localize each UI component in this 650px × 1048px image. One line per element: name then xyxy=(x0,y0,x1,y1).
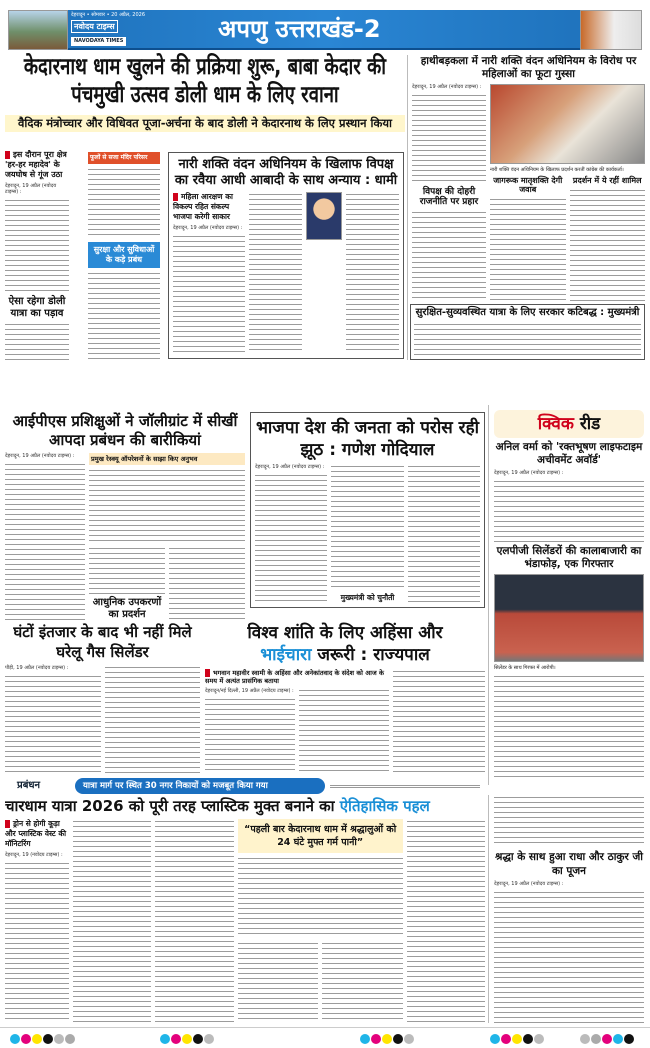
yatra-box xyxy=(410,304,645,360)
bjp-sub: मुख्यमंत्री को चुनौती xyxy=(340,593,395,603)
quick-read-label xyxy=(494,410,644,438)
radha-dateline: देहरादून, 19 अप्रैल (नवोदय टाइम्स) : xyxy=(494,881,564,887)
prabandhan-strip xyxy=(5,778,485,794)
nari-shakti-box xyxy=(168,152,404,359)
chardham-side-head-text: ड्रोन से होगी कूड़ा और प्लास्टिक वेस्ट की मॉनिटरिंग xyxy=(5,819,67,848)
lpg-headline: एलपीजी सिलेंडरों की कालाबाजारी का भंडाफोड़, एक गिरफ्तार xyxy=(496,545,642,571)
right-top-dateline: देहरादून, 19 अप्रैल (नवोदय टाइम्स) : xyxy=(412,84,482,90)
nari-side-head xyxy=(173,192,245,222)
quick-body xyxy=(494,479,644,542)
brand-english: NAVODAYA TIMES xyxy=(71,37,126,46)
lpg-body-cont xyxy=(494,795,644,847)
brand-logo: नवोदय टाइम्स xyxy=(71,20,118,33)
chardham-headline xyxy=(5,797,485,816)
gas-dateline: पौड़ी, 19 अप्रैल (नवोदय टाइम्स) : xyxy=(5,665,69,671)
kedarnath-temple-image xyxy=(8,10,68,50)
chardham-body-col2 xyxy=(73,819,151,1023)
sub-participants: प्रदर्शन में ये रहीं शामिल xyxy=(572,176,642,185)
nari-headline: नारी शक्ति वंदन अधिनियम के खिलाफ विपक्ष का रवैया आधी आबादी के साथ अन्याय : धामी xyxy=(174,157,398,188)
peace-body-col3 xyxy=(393,669,485,774)
ips-body-col1 xyxy=(5,462,85,620)
chardham-body-col6 xyxy=(407,819,485,1023)
lpg-body xyxy=(494,674,644,780)
nari-side-head-text: महिला आरक्षण का विकल्प रहित संकल्प भाजपा करेगी साकार xyxy=(173,192,233,221)
bjp-box xyxy=(250,412,485,608)
peace-dateline: देहरादून/नई दिल्ली, 19 अप्रैल (नवोदय टाइम्स) : xyxy=(205,688,294,694)
chardham-body-col1 xyxy=(5,861,69,1023)
radha-body xyxy=(494,890,644,1023)
ips-body-col3 xyxy=(169,546,245,621)
gas-body-col2 xyxy=(105,665,201,774)
peace-body-col2 xyxy=(299,688,389,774)
protest-photo xyxy=(490,84,645,164)
right-top-body3 xyxy=(490,197,566,301)
peace-sub xyxy=(205,669,389,685)
protest-photo-caption: नारी शक्ति वंदन अधिनियम के खिलाफ प्रदर्शन करतीं कांग्रेस की कार्यकर्ता। xyxy=(490,167,624,173)
lpg-caption: सिलेंडर के साथ गिरफ्त में आरोपी। xyxy=(494,665,556,672)
right-top-headline: हाथीबड़कला में नारी शक्ति वंदन अधिनियम के विरोध पर महिलाओं का फूटा गुस्सा xyxy=(420,55,637,80)
peace-headline-1: विश्व शांति के लिए अहिंसा और xyxy=(247,623,443,643)
right-top-body4 xyxy=(570,188,646,301)
ips-body-col2 xyxy=(89,546,165,595)
sub-opposition-politics: विपक्ष की दोहरी राजनीति पर प्रहार xyxy=(419,186,479,207)
radha-headline: श्रद्धा के साथ हुआ राधा और ठाकुर जी का पूजन xyxy=(495,851,643,877)
lead-dateline: देहरादून, 19 अप्रैल (नवोदय टाइम्स) : xyxy=(5,183,57,195)
nari-body-col1 xyxy=(173,234,245,354)
peace-headline xyxy=(205,622,485,666)
cm-portrait-photo xyxy=(306,192,342,240)
ips-highlight: प्रमुख रेस्क्यू ऑपरेशनों के साझा किए अनुभव xyxy=(89,453,245,465)
right-top-body2 xyxy=(412,210,486,301)
bjp-dateline: देहरादून, 19 अप्रैल (नवोदय टाइम्स) : xyxy=(255,464,325,470)
chardham-dateline: देहरादून, 19 (नवोदय टाइम्स) : xyxy=(5,852,63,858)
chardham-body-col3 xyxy=(155,819,233,1023)
dateline: देहरादून • सोमवार • 20 अप्रैल, 2026 xyxy=(71,12,146,18)
gas-body-col1 xyxy=(5,674,101,774)
side-head-text: इस दौरान पूरा क्षेत्र 'हर-हर महादेव' के जयघोष से गूंज उठा xyxy=(5,150,67,179)
strip-tag: प्रबंधन xyxy=(17,780,41,791)
nari-dateline: देहरादून, 19 अप्रैल (नवोदय टाइम्स) : xyxy=(173,225,243,231)
section-title: अपणु उत्तराखंड-2 xyxy=(218,15,381,43)
lead-body-col1b xyxy=(5,322,69,360)
ips-body-wide xyxy=(89,468,245,543)
chardham-headline-blue: ऐतिहासिक पहल xyxy=(339,797,430,815)
sub-matrushakti: जागरूक मातृशक्ति देगी जवाब xyxy=(493,176,563,195)
masthead-banner xyxy=(8,10,642,50)
strip-text: यात्रा मार्ग पर स्थित 30 नगर निकायों को मजबूत किया गया xyxy=(75,778,325,794)
chardham-side-head xyxy=(5,819,69,849)
nari-body-col2 xyxy=(249,192,302,354)
chardham-body-col5 xyxy=(322,941,403,1023)
chardham-body-wide xyxy=(238,856,403,938)
peace-headline-2: जरूरी : राज्यपाल xyxy=(317,645,430,665)
chardham-body-col4 xyxy=(238,941,319,1023)
lead-side-head xyxy=(5,150,69,180)
quick-label-dark: रीड xyxy=(579,414,601,434)
bjp-body-col2 xyxy=(331,464,403,591)
peace-headline-blue: भाईचारा xyxy=(260,645,312,665)
ips-dateline: देहरादून, 19 अप्रैल (नवोदय टाइम्स) : xyxy=(5,453,75,459)
chardham-headline-main: चारधाम यात्रा 2026 को पूरी तरह प्लास्टिक मुक्त बनाने का xyxy=(5,797,335,815)
yatra-box-headline: सुरक्षित-सुव्यवस्थित यात्रा के लिए सरकार कटिबद्ध : मुख्यमंत्री xyxy=(415,307,640,318)
lead-box3-head: ऐसा रहेगा डोली यात्रा का पड़ाव xyxy=(8,296,66,319)
lpg-cylinders-photo xyxy=(494,574,644,662)
box-flowers: फूलों से सजा मंदिर परिसर xyxy=(88,152,160,164)
peace-sub-text: भगवान महावीर स्वामी के अहिंसा और अनेकांतवाद के संदेश को आज के समय में अत्यंत प्रासंगिक बताया xyxy=(205,669,384,685)
lead-headline: केदारनाथ धाम खुलने की प्रक्रिया शुरू, बाबा केदार की पंचमुखी उत्सव डोली धाम के लिए रवाना xyxy=(23,54,387,108)
box-security: सुरक्षा और सुविधाओं के कड़े प्रबंध xyxy=(88,242,160,268)
bjp-headline: भाजपा देश की जनता को परोस रही झूठ : गणेश गोदियाल xyxy=(255,418,480,460)
quick-dateline: देहरादून, 19 अप्रैल (नवोदय टाइम्स) : xyxy=(494,470,564,476)
gas-headline: घंटों इंतजार के बाद भी नहीं मिले घरेलू गैस सिलेंडर xyxy=(13,623,192,661)
lead-subhead: वैदिक मंत्रोच्चार और विधिवत पूजा-अर्चना के बाद डोली ने केदारनाथ के लिए प्रस्थान किया xyxy=(5,115,405,132)
chardham-quote: “पहली बार केदारनाथ धाम में श्रद्धालुओं को 24 घंटे मुफ्त गर्म पानी” xyxy=(238,819,403,853)
quick-label-red: क्विक xyxy=(537,414,574,434)
lead-body-col2 xyxy=(88,167,160,239)
peace-body-col1 xyxy=(205,697,295,774)
bjp-body-col1 xyxy=(255,473,327,603)
lead-body-col1 xyxy=(5,198,69,293)
bjp-body-col3 xyxy=(408,464,480,603)
nari-body-col3 xyxy=(346,192,399,354)
lead-body-col2b xyxy=(88,271,160,360)
ips-sub: आधुनिक उपकरणों का प्रदर्शन xyxy=(92,597,162,620)
right-top-body xyxy=(412,93,486,184)
registration-marks xyxy=(0,1027,650,1039)
gangotri-temple-image xyxy=(580,10,642,50)
quick-headline: अनिल वर्मा को 'रक्तभूषण लाइफटाइम अचीवमेंट अवॉर्ड' xyxy=(495,441,643,466)
yatra-box-body xyxy=(414,322,641,357)
ips-headline: आईपीएस प्रशिक्षुओं ने जॉलीग्रांट में सीखीं आपदा प्रबंधन की बारीकियां xyxy=(12,412,238,449)
